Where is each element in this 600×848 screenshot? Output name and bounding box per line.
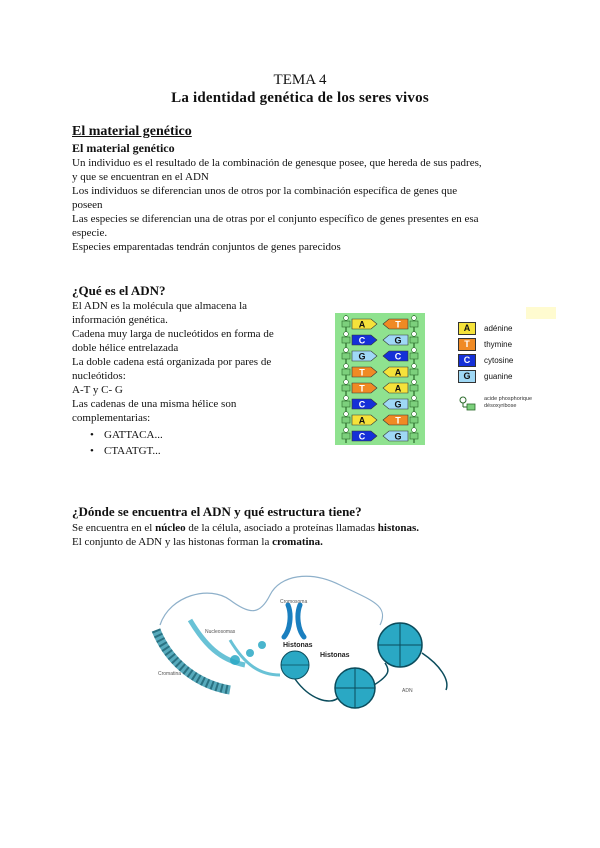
phosphate-right [412, 396, 417, 401]
legend-row-cytosine [458, 352, 568, 368]
base-left-letter: C [358, 431, 366, 442]
sugar-right [410, 337, 418, 343]
guanine-swatch: G [458, 370, 476, 383]
label-cromosoma: Cromosoma [280, 599, 308, 605]
section1-line: Especies emparentadas tendrán conjuntos de genes parecidos [72, 241, 341, 253]
section1-line: Las especies se diferencian una de otras por el conjunto específico de genes presentes en esa [72, 213, 479, 225]
section3-heading: ¿Dónde se encuentra el ADN y qué estructura tiene? [72, 504, 362, 519]
section2-line: A-T y C- G [72, 384, 123, 396]
keyword-nucleo: núcleo [155, 522, 186, 534]
sugar-right [410, 369, 418, 375]
keyword-histonas: histonas. [377, 522, 420, 534]
nucleosome-small [281, 651, 309, 679]
phosphate-left [344, 412, 349, 417]
sugar-left [342, 369, 350, 375]
legend-label: thymine [484, 339, 513, 349]
phosphate-right [412, 428, 417, 433]
section2-line: nucleótidos: [72, 370, 126, 382]
section2-line: El ADN es la molécula que almacena la [72, 300, 248, 312]
sugar-right [410, 417, 418, 423]
sugar-right [410, 321, 418, 327]
section1-body [72, 141, 542, 254]
label-histonas-2: Histonas [320, 652, 350, 659]
phosphate-left [344, 364, 349, 369]
phosphate-left [344, 316, 349, 321]
text-run: de la célula, asociado a proteínas llamadas [185, 522, 378, 534]
section2-line: información genética. [72, 314, 168, 326]
base-left-letter: T [359, 367, 365, 378]
phosphate-left [344, 380, 349, 385]
sugar-left [342, 321, 350, 327]
base-left-letter: A [358, 319, 366, 330]
sugar-left [342, 401, 350, 407]
chromatin-svg [150, 575, 460, 725]
decorative-bar [526, 307, 556, 319]
legend-label: adénine [484, 323, 513, 333]
phosphate-right [412, 364, 417, 369]
list-item: • CTAATGT... [90, 443, 302, 459]
base-right-letter: G [394, 431, 402, 442]
sugar-left [342, 385, 350, 391]
dna-ladder-figure [335, 313, 425, 445]
sugar-left [342, 433, 350, 439]
base-left-letter: A [358, 415, 366, 426]
section2-line: Cadena muy larga de nucleótidos en forma de [72, 328, 274, 340]
legend-phosphate-row [458, 396, 568, 412]
chromatin-illustration [150, 575, 460, 725]
base-right-letter: A [394, 383, 402, 394]
phosphate-left [344, 332, 349, 337]
section2-line: La doble cadena está organizada por pares de [72, 356, 272, 368]
cytosine-swatch: C [458, 354, 476, 367]
nucleosome-large [378, 623, 422, 667]
keyword-cromatina: cromatina. [272, 536, 323, 548]
base-right-letter: G [394, 399, 402, 410]
adenine-swatch: A [458, 322, 476, 335]
section2-heading: ¿Qué es el ADN? [72, 283, 166, 298]
label-histonas-1: Histonas [283, 642, 313, 649]
base-left-letter: G [358, 351, 366, 362]
label-nucleosomas: Nucleosomas [205, 629, 236, 635]
legend-row-adenine [458, 320, 568, 336]
section1-heading-underlined: El material genético [72, 124, 192, 139]
section1-subheading: El material genético [72, 141, 175, 155]
legend-label: cytosine [484, 355, 514, 365]
base-right-letter: T [395, 319, 401, 330]
section2-line: doble hélice entrelazada [72, 342, 179, 354]
dna-ladder-svg [335, 313, 425, 445]
section1-line: especie. [72, 227, 108, 239]
phosphate-right [412, 332, 417, 337]
phosphate-right [412, 348, 417, 353]
text-run: El conjunto de ADN y las histonas forman la [72, 536, 273, 548]
section1-line: y que se encuentran en el ADN [72, 171, 209, 183]
phosphate-left [344, 396, 349, 401]
base-left-letter: C [358, 399, 366, 410]
page-title: TEMA 4 [273, 72, 327, 88]
sugar-right [410, 401, 418, 407]
chromosome-icon [284, 605, 304, 637]
text-run: Se encuentra en el [72, 522, 156, 534]
sugar-right [410, 385, 418, 391]
phosphate-right [412, 316, 417, 321]
nucleosome-medium [335, 668, 375, 708]
sugar-right [410, 433, 418, 439]
section1-line: Un individuo es el resultado de la combinación de genesque posee, que hereda de sus padres, [72, 157, 482, 169]
sugar-left [342, 353, 350, 359]
legend-row-guanine [458, 368, 568, 384]
section2-line: Las cadenas de una misma hélice son [72, 398, 237, 410]
phosphate-right [412, 412, 417, 417]
legend-note-sugar: désoxyribose [484, 403, 517, 409]
complementary-list [72, 427, 302, 459]
base-left-letter: T [359, 383, 365, 394]
phosphate-left [344, 428, 349, 433]
legend-row-thymine [458, 336, 568, 352]
base-right-letter: C [394, 351, 402, 362]
section3-line1 [72, 521, 542, 535]
base-right-letter: T [395, 415, 401, 426]
section3-line2 [72, 535, 542, 549]
sugar-left [342, 417, 350, 423]
label-cromatina: Cromatina [158, 671, 182, 677]
thymine-swatch: T [458, 338, 476, 351]
phosphate-left [344, 348, 349, 353]
section1-line: Los individuos se diferencian unos de otros por la combinación específica de genes que [72, 185, 458, 197]
base-right-letter: G [394, 335, 402, 346]
nucleotide-legend [458, 320, 568, 412]
page-subtitle: La identidad genética de los seres vivos [171, 90, 429, 106]
section2-line: complementarias: [72, 412, 151, 424]
sugar-left [342, 337, 350, 343]
legend-label: guanine [484, 371, 513, 381]
base-right-letter: A [394, 367, 402, 378]
section1-line: poseen [72, 199, 103, 211]
legend-note-phosphate: acide phosphorique [484, 396, 533, 402]
label-adn: ADN [402, 688, 413, 694]
list-item: • GATTACA... [90, 427, 302, 443]
phosphate-right [412, 380, 417, 385]
phosphate-sugar-icon [458, 396, 480, 412]
section2-body [72, 299, 302, 459]
section3-body [72, 521, 542, 549]
sugar-right [410, 353, 418, 359]
base-left-letter: C [358, 335, 366, 346]
